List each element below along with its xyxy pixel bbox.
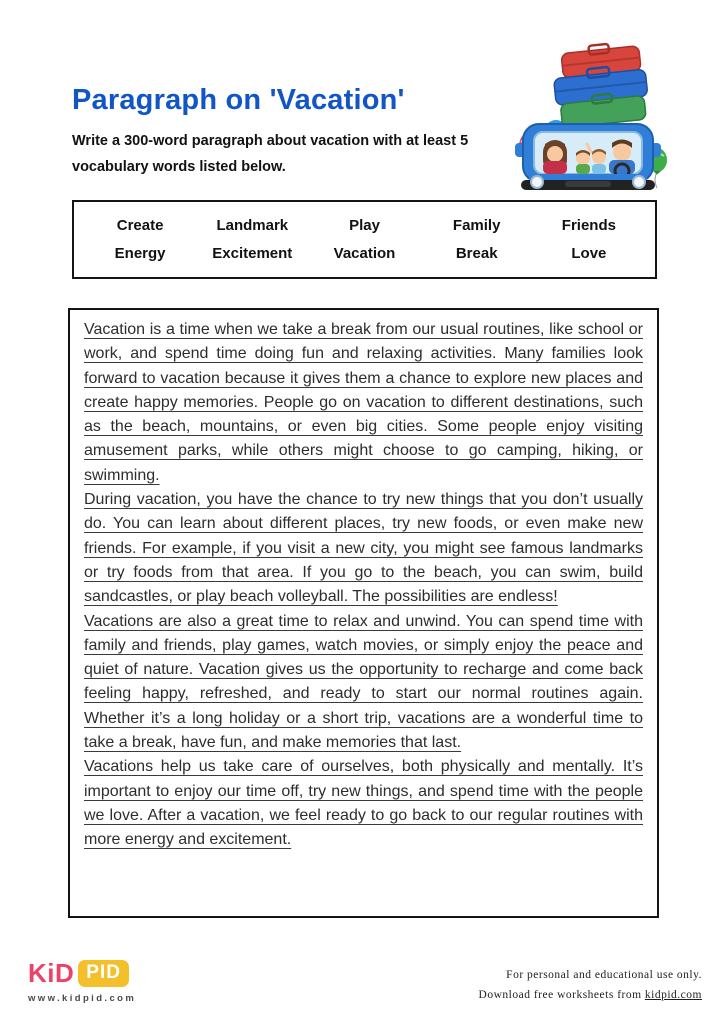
vocab-word: Excitement — [212, 245, 293, 262]
essay-paragraph: Vacations help us take care of ourselves, both physically and mentally. It’s important to enjoy our time off, try new things, and spend time with the people we love. After a vacation, we feel ready to go back to our regular routines with more energy and excitement. — [84, 758, 643, 849]
logo-pid-badge: PID — [78, 960, 129, 987]
family-icon — [543, 140, 635, 179]
instructions-text: Write a 300-word paragraph about vacation with at least 5 vocabulary words listed below. — [72, 133, 469, 176]
vocab-word: Vacation — [333, 245, 396, 262]
essay-paragraph: During vacation, you have the chance to try new things that you don’t usually do. You can learn about different places, try new foods, or even make new friends. For example, if you visit a new city, you might see famous landmarks or try foods from that area. If you go to the beach, you can swim, build sandcastles, or play beach volleyball. The possibilities are endless! — [84, 491, 643, 606]
essay-box — [68, 308, 659, 918]
logo-kid-text: KiD — [28, 958, 75, 988]
kidpid-logo — [28, 958, 136, 1004]
vocab-word: Love — [571, 245, 607, 262]
footer-note — [479, 966, 702, 1005]
vocab-word: Create — [116, 217, 164, 234]
logo-website-text: www.kidpid.com — [28, 993, 137, 1004]
vocab-word: Break — [455, 245, 498, 262]
vocabulary-box — [72, 200, 657, 279]
kidpid-link[interactable]: kidpid.com — [644, 988, 702, 1001]
download-note: Download free worksheets from kidpid.com — [478, 988, 702, 1001]
vocab-word: Family — [452, 217, 501, 234]
usage-note: For personal and educational use only. — [506, 969, 702, 981]
blue-car-icon — [515, 124, 661, 190]
vocab-word: Energy — [114, 245, 166, 262]
vocab-word: Landmark — [216, 217, 289, 234]
page-title: Paragraph on 'Vacation' — [72, 84, 405, 116]
essay-paragraph: Vacations are also a great time to relax and unwind. You can spend time with family and friends, play games, watch movies, or simply enjoy the peace and quiet of nature. Vacation gives us the opportunity to recharge and come back feeling happy, refreshed, and ready to start our normal routines again. Whether it’s a long holiday or a short trip, vacations are a wonderful time to take a break, have fun, and make memories that last. — [84, 612, 643, 752]
vocab-word: Friends — [561, 217, 616, 234]
vocab-word: Play — [349, 217, 380, 234]
essay-paragraph: Vacation is a time when we take a break from our usual routines, like school or work, and spend time doing fun and relaxing activities. Many families look forward to vacation because it gives them a chance to explore new places and create happy memories. People go on vacation to different destinations, such as the beach, mountains, or even big cities. Some people enjoy visiting amusement parks, while others might choose to go camping, hiking, or swimming. — [84, 321, 643, 484]
luggage-stack-icon — [551, 40, 651, 128]
family-car-illustration — [503, 40, 673, 190]
